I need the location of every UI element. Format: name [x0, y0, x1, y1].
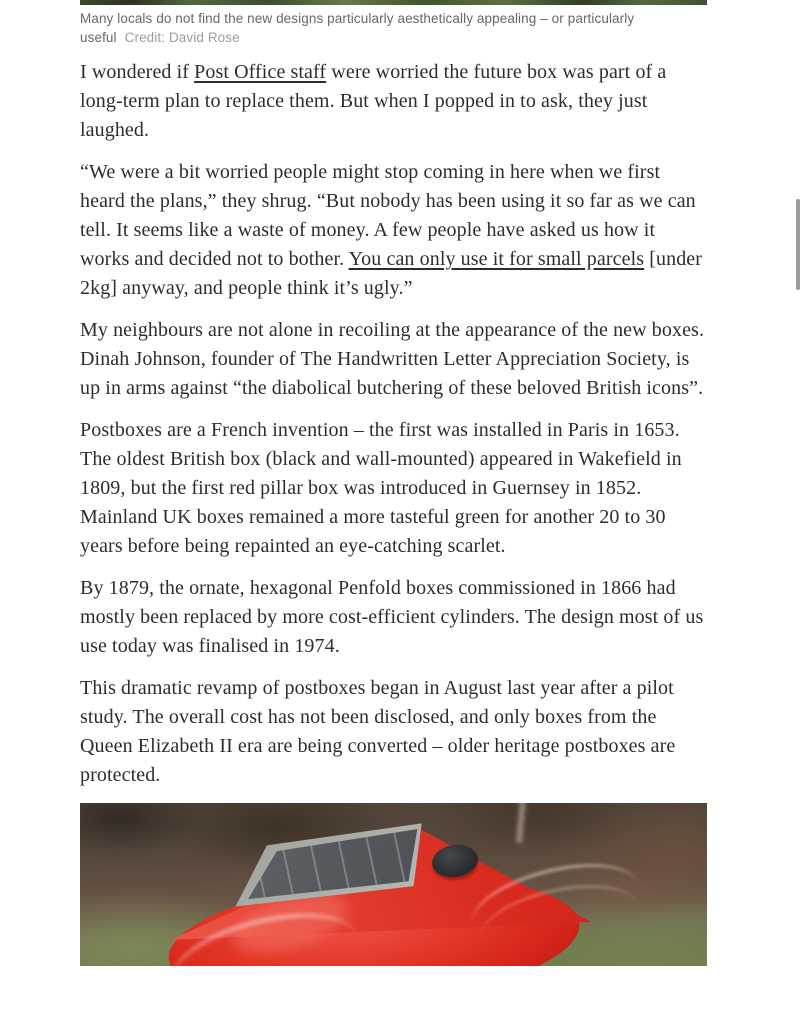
article-paragraph	[80, 158, 707, 303]
postbox-photo	[80, 803, 707, 966]
link-post-office-staff[interactable]: Post Office staff	[194, 61, 327, 83]
paragraph-text: were worried the future box was part of a long-term plan to replace them. But when I popped in to ask, they just laughed.	[80, 61, 667, 141]
credit-name: David Rose	[168, 30, 240, 45]
link-small-parcels[interactable]: You can only use it for small parcels	[348, 248, 645, 270]
article-body	[80, 58, 707, 790]
credit-label: Credit:	[124, 30, 166, 45]
photo-credit	[117, 30, 240, 45]
article-paragraph	[80, 58, 707, 145]
paragraph-text: I wondered if	[80, 61, 195, 83]
paragraph-text: [under 2kg] anyway, and people think it’s ugly.”	[80, 248, 703, 299]
image-caption	[80, 9, 707, 47]
article-paragraph: This dramatic revamp of postboxes began in August last year after a pilot study. The overall cost has not been disclosed, and only boxes from the Queen Elizabeth II era are being converted – older heritage postboxes are protected.	[80, 677, 676, 786]
article-paragraph: Postboxes are a French invention – the first was installed in Paris in 1653. The oldest British box (black and wall-mounted) appeared in Wakefield in 1809, but the first red pillar box was introduced in Guernsey in 1852. Mainland UK boxes remained a more tasteful green for another 20 to 30 years before being repainted an eye-catching scarlet.	[80, 419, 682, 557]
caption-text: Many locals do not find the new designs particularly aesthetically appealing – or particularly useful	[80, 11, 635, 45]
article-paragraph: My neighbours are not alone in recoiling at the appearance of the new boxes. Dinah Johnson, founder of The Handwritten Letter Appreciation Society, is up in arms against “the diabolical butchering of these beloved British icons”.	[80, 319, 705, 399]
hero-image-bottom-sliver	[80, 0, 707, 5]
article-paragraph: By 1879, the ornate, hexagonal Penfold boxes commissioned in 1866 had mostly been replaced by more cost-efficient cylinders. The design most of us use today was finalised in 1974.	[80, 577, 704, 657]
paragraph-text: “We were a bit worried people might stop coming in here when we first heard the plans,” they shrug. “But nobody has been using it so far as we can tell. It seems like a waste of money. A few people have asked us how it works and decided not to bother.	[80, 161, 696, 270]
scrollbar-thumb[interactable]	[796, 199, 800, 290]
